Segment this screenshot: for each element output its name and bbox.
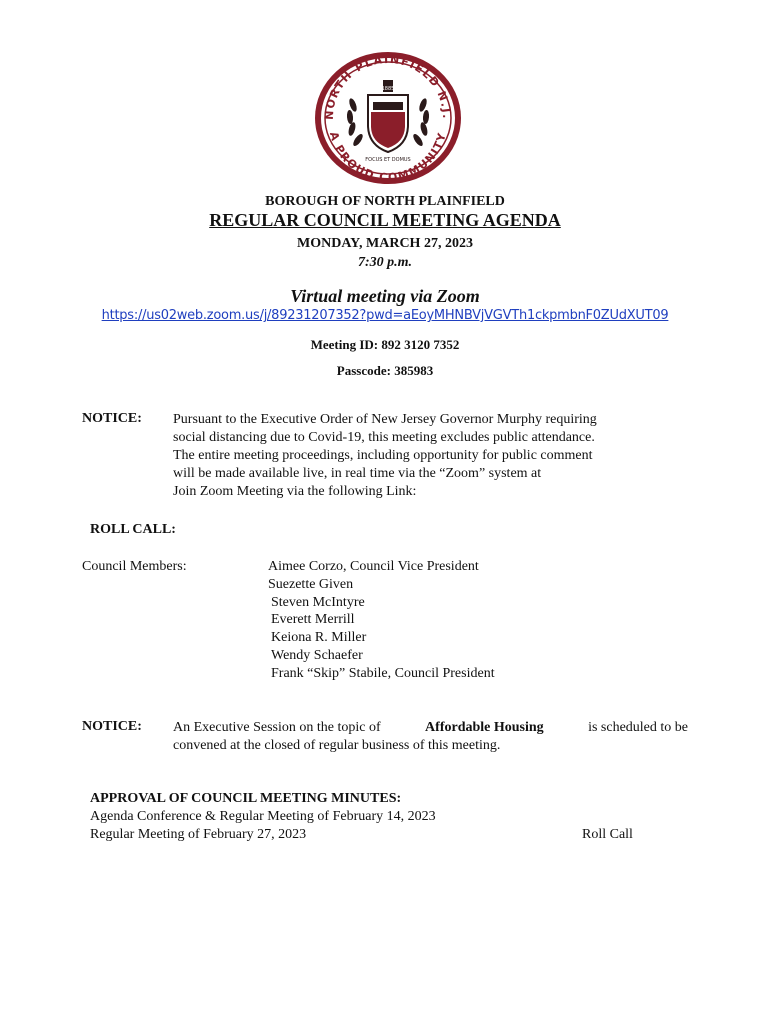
passcode: Passcode: 385983 (336, 363, 434, 378)
minutes-item: Regular Meeting of February 27, 2023 (90, 827, 307, 842)
notice-text: is scheduled to be (588, 720, 688, 735)
council-member: Frank “Skip” Stabile, Council President (271, 666, 495, 681)
approval-minutes-heading: APPROVAL OF COUNCIL MEETING MINUTES: (90, 791, 402, 806)
borough-name: BOROUGH OF NORTH PLAINFIELD (265, 194, 505, 209)
borough-seal (313, 50, 463, 186)
notice-line: Pursuant to the Executive Order of New Jersey Governor Murphy requiring (173, 412, 597, 427)
notice-label-2: NOTICE: (82, 719, 142, 734)
council-members-label: Council Members: (82, 559, 187, 574)
svg-text:NORTH PLAINFIELD N.J.: NORTH PLAINFIELD N.J. (322, 52, 454, 121)
notice-line: will be made available live, in real time via the “Zoom” system at (173, 466, 542, 481)
meeting-id: Meeting ID: 892 3120 7352 (310, 337, 460, 352)
executive-session-line-2: convened at the closed of regular business of this meeting. (173, 738, 501, 753)
council-member: Keiona R. Miller (271, 630, 367, 645)
executive-session-notice (173, 719, 688, 755)
notice-label: NOTICE: (82, 411, 142, 426)
notice-line: Join Zoom Meeting via the following Link: (173, 484, 417, 499)
roll-call-label: ROLL CALL: (90, 522, 176, 537)
notice-line: social distancing due to Covid-19, this meeting excludes public attendance. (173, 430, 595, 445)
notice-text: An Executive Session on the topic of (173, 720, 381, 735)
council-member: Everett Merrill (271, 612, 355, 627)
agenda-title: REGULAR COUNCIL MEETING AGENDA (209, 210, 561, 230)
council-member: Suezette Given (268, 577, 354, 592)
svg-text:A PROUD COMMUNITY: A PROUD COMMUNITY (326, 130, 450, 185)
council-member: Steven McIntyre (271, 595, 365, 610)
zoom-link[interactable]: https://us02web.zoom.us/j/89231207352?pwd=aEoyMHNBVjVGVTh1ckpmbnF0ZUdXUT09 (101, 308, 669, 323)
executive-session-line-1 (173, 719, 688, 737)
seal-motto: FOCUS ET DOMUS (365, 157, 411, 163)
virtual-meeting-heading: Virtual meeting via Zoom (290, 286, 480, 306)
affordable-housing-topic: Affordable Housing (425, 720, 544, 735)
council-member: Aimee Corzo, Council Vice President (268, 559, 479, 574)
minutes-item: Agenda Conference & Regular Meeting of February 14, 2023 (90, 809, 436, 824)
meeting-date: MONDAY, MARCH 27, 2023 (297, 236, 473, 251)
roll-call-note: Roll Call (582, 827, 633, 842)
meeting-time: 7:30 p.m. (357, 255, 413, 270)
notice-paragraph (173, 411, 597, 501)
seal-year: 1885 (381, 86, 395, 92)
notice-line: The entire meeting proceedings, including opportunity for public comment (173, 448, 593, 463)
council-member: Wendy Schaefer (271, 648, 363, 663)
